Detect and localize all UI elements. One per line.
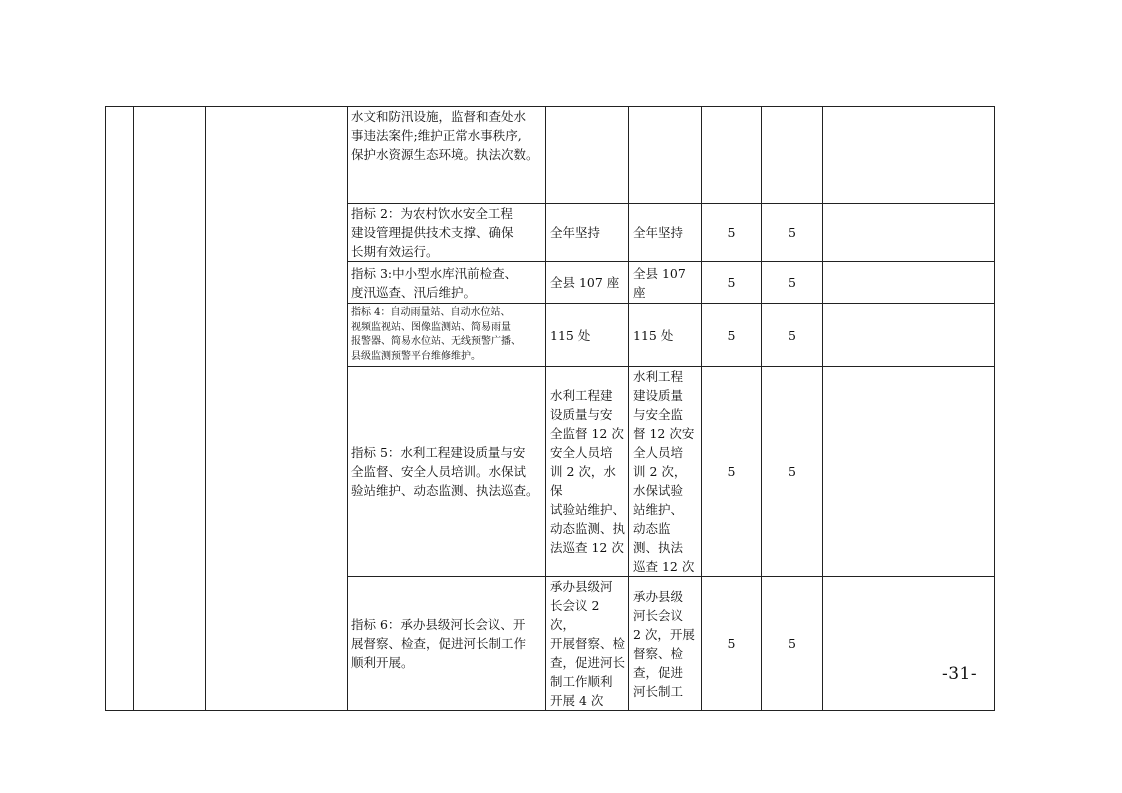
target-value-cell: 115 处 bbox=[546, 304, 629, 367]
actual-value-cell: 全年坚持 bbox=[629, 204, 702, 262]
score-cell bbox=[762, 107, 823, 204]
note-cell bbox=[823, 204, 995, 262]
indicator-cell: 指标 5：水利工程建设质量与安 全监督、安全人员培训。水保试 验站维护、动态监测、执法巡查。 bbox=[348, 367, 546, 577]
index-column-cell bbox=[106, 107, 134, 711]
weight-cell: 5 bbox=[702, 304, 762, 367]
weight-cell: 5 bbox=[702, 367, 762, 577]
score-cell: 5 bbox=[762, 577, 823, 711]
table-row bbox=[106, 107, 995, 204]
weight-cell: 5 bbox=[702, 262, 762, 304]
target-value-cell: 水利工程建 设质量与安 全监督 12 次 安全人员培 训 2 次，水保 试验站维护、 动态监测、执 法巡查 12 次 bbox=[546, 367, 629, 577]
actual-value-cell: 水利工程 建设质量 与安全监 督 12 次安 全人员培 训 2 次， 水保试验 站维护、 动态监 测、执法 巡查 12 次 bbox=[629, 367, 702, 577]
indicator-cell: 水文和防汛设施，监督和查处水 事违法案件;维护正常水事秩序, 保护水资源生态环境。执法次数。 bbox=[348, 107, 546, 204]
indicator-cell: 指标 2：为农村饮水安全工程 建设管理提供技术支撑、确保 长期有效运行。 bbox=[348, 204, 546, 262]
actual-value-cell bbox=[629, 107, 702, 204]
note-cell bbox=[823, 577, 995, 711]
indicator-cell: 指标 4：自动雨量站、自动水位站、 视频监视站、图像监测站、简易雨量 报警器、简易水位站、无线预警广播、 县级监测预警平台维修维护。 bbox=[348, 304, 546, 367]
actual-value-cell: 115 处 bbox=[629, 304, 702, 367]
indicator-cell: 指标 3:中小型水库汛前检查、 度汛巡查、汛后维护。 bbox=[348, 262, 546, 304]
target-value-cell bbox=[546, 107, 629, 204]
weight-cell: 5 bbox=[702, 577, 762, 711]
score-cell: 5 bbox=[762, 204, 823, 262]
score-cell: 5 bbox=[762, 262, 823, 304]
weight-cell: 5 bbox=[702, 204, 762, 262]
actual-value-cell: 承办县级 河长会议 2 次，开展 督察、检 查，促进 河长制工 bbox=[629, 577, 702, 711]
target-value-cell: 全年坚持 bbox=[546, 204, 629, 262]
score-cell: 5 bbox=[762, 304, 823, 367]
category-column-cell bbox=[134, 107, 206, 711]
indicator-cell: 指标 6：承办县级河长会议、开 展督察、检查，促进河长制工作 顺利开展。 bbox=[348, 577, 546, 711]
subcategory-column-cell bbox=[206, 107, 348, 711]
score-cell: 5 bbox=[762, 367, 823, 577]
note-cell bbox=[823, 367, 995, 577]
performance-indicator-table bbox=[105, 106, 995, 711]
note-cell bbox=[823, 107, 995, 204]
target-value-cell: 全县 107 座 bbox=[546, 262, 629, 304]
weight-cell bbox=[702, 107, 762, 204]
target-value-cell: 承办县级河 长会议 2 次， 开展督察、检 查，促进河长 制工作顺利 开展 4 次 bbox=[546, 577, 629, 711]
note-cell bbox=[823, 262, 995, 304]
actual-value-cell: 全县 107 座 bbox=[629, 262, 702, 304]
page-number: -31- bbox=[942, 664, 978, 684]
note-cell bbox=[823, 304, 995, 367]
